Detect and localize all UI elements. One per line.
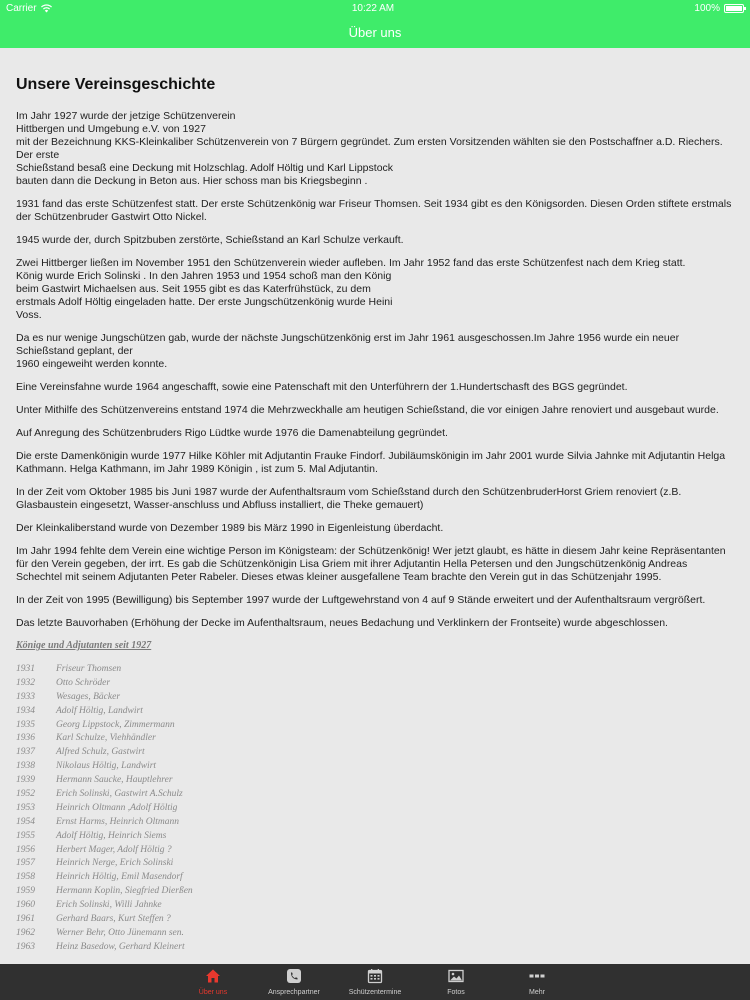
king-name: Ernst Harms, Heinrich Oltmann (56, 816, 179, 827)
history-paragraph (16, 545, 734, 584)
paragraph-line: Unter Mithilfe des Schützenvereins entstand 1974 die Mehrzweckhalle am heutigen Schießstand, die vor einigen Jahre renoviert und ausgebaut wurde. (16, 404, 719, 416)
tab-bar (0, 964, 750, 1000)
king-row (16, 927, 734, 941)
king-row (16, 732, 734, 746)
tab-label: Fotos (447, 989, 465, 996)
paragraph-line: beim Gastwirt Michaelsen aus. Seit 1955 gibt es das Katerfrühstück, zu dem (16, 283, 371, 295)
king-row (16, 857, 734, 871)
paragraph-line: erstmals Adolf Höltig eingeladen hatte. Der erste Jungschützenkönig wurde Heini (16, 296, 393, 308)
paragraph-line: 1945 wurde der, durch Spitzbuben zerstörte, Schießstand an Karl Schulze verkauft. (16, 234, 404, 246)
king-year: 1939 (16, 775, 35, 786)
history-paragraph (16, 522, 734, 535)
king-name: Georg Lippstock, Zimmermann (56, 719, 175, 730)
history-paragraph (16, 234, 734, 247)
tab-photo[interactable] (416, 964, 497, 1000)
king-name: Karl Schulze, Viehhändler (56, 733, 156, 744)
wifi-icon (41, 4, 52, 13)
king-name: Werner Behr, Otto Jünemann sen. (56, 927, 184, 938)
king-name: Erich Solinski, Willi Jahnke (56, 900, 162, 911)
king-year: 1933 (16, 691, 35, 702)
history-paragraph (16, 257, 734, 322)
status-time: 10:22 AM (351, 2, 395, 14)
king-year: 1957 (16, 858, 35, 869)
king-row (16, 885, 734, 899)
king-year: 1932 (16, 677, 35, 688)
paragraph-line: Der Kleinkaliberstand wurde von Dezember 1989 bis März 1990 in Eigenleistung überdacht. (16, 522, 444, 534)
carrier-label: Carrier (6, 2, 37, 14)
king-row (16, 663, 734, 677)
tab-home[interactable] (173, 964, 254, 1000)
paragraph-line: Da es nur wenige Jungschützen gab, wurde der nächste Jungschützenkönig erst im Jahr 1961 ausgeschossen.Im Jahre 1956 wurde ein neuer Schießstand geplant, der (16, 332, 680, 357)
king-row (16, 677, 734, 691)
king-name: Erich Solinski, Gastwirt A.Schulz (56, 789, 183, 800)
king-year: 1934 (16, 705, 35, 716)
history-paragraph (16, 427, 734, 440)
tab-more[interactable] (497, 964, 578, 1000)
paragraph-line: 1960 eingeweiht werden konnte. (16, 358, 168, 370)
paragraph-line: In der Zeit von 1995 (Bewilligung) bis September 1997 wurde der Luftgewehrstand von 4 auf 9 Stände erweitert und der Aufenthaltsraum vergrößert. (16, 594, 706, 606)
battery-icon (724, 4, 744, 13)
king-year: 1956 (16, 844, 35, 855)
king-year: 1937 (16, 747, 35, 758)
king-name: Alfred Schulz, Gastwirt (56, 747, 145, 758)
phone-icon (286, 968, 302, 984)
paragraph-line: In der Zeit vom Oktober 1985 bis Juni 1987 wurde der Aufenthaltsraum vom Schießstand durch den SchützenbruderHorst Griem renoviert (z.B. Glasbaustein eingesetzt, Wasser-anschluss und Abfluss installiert, die Theke gemauert) (16, 486, 682, 511)
king-row (16, 830, 734, 844)
calendar-icon (367, 968, 383, 984)
tab-calendar[interactable] (335, 964, 416, 1000)
king-row (16, 760, 734, 774)
tab-label: Schützentermine (348, 989, 402, 996)
king-row (16, 788, 734, 802)
paragraph-line: 1931 fand das erste Schützenfest statt. Der erste Schützenkönig war Friseur Thomsen. Seit 1934 gibt es den Königsorden. Diesen Orden stiftete erstmals der Schützenbruder Gastwirt Otto Nickel. (16, 198, 732, 223)
battery-percent: 100% (694, 2, 720, 14)
king-row (16, 705, 734, 719)
history-paragraph (16, 617, 734, 630)
king-row (16, 802, 734, 816)
history-paragraph (16, 486, 734, 512)
history-paragraph (16, 332, 734, 371)
paragraph-line: Hittbergen und Umgebung e.V. von 1927 (16, 123, 206, 135)
paragraph-line: Auf Anregung des Schützenbruders Rigo Lüdtke wurde 1976 die Damenabteilung gegründet. (16, 427, 448, 439)
king-name: Otto Schröder (56, 677, 111, 688)
king-row (16, 691, 734, 705)
king-name: Hermann Saucke, Hauptlehrer (56, 775, 173, 786)
king-row (16, 871, 734, 885)
history-paragraph (16, 404, 734, 417)
history-paragraphs (16, 110, 734, 630)
king-year: 1958 (16, 872, 35, 883)
tab-label: Ansprechpartner (268, 989, 320, 996)
king-name: Heinz Basedow, Gerhard Kleinert (56, 941, 185, 952)
history-paragraph (16, 110, 734, 188)
paragraph-line: König wurde Erich Solinski . In den Jahren 1953 und 1954 schoß man den König (16, 270, 392, 282)
paragraph-line: Voss. (16, 309, 42, 321)
king-year: 1963 (16, 941, 35, 952)
paragraph-line: mit der Bezeichnung KKS-Kleinkaliber Schützenverein von 7 Bürgern gegründet. Zum ersten Vorsitzenden wählten sie den Postschaffner a.D. Riechers. Der erste (16, 136, 723, 161)
tab-label: Über uns (198, 989, 228, 996)
paragraph-line: Schießstand besaß eine Deckung mit Holzschlag. Adolf Höltig und Karl Lippstock (16, 162, 394, 174)
paragraph-line: Das letzte Bauvorhaben (Erhöhung der Decke im Aufenthaltsraum, neues Bedachung und Verklinkern der Frontseite) wurde abgeschlossen. (16, 617, 668, 629)
king-name: Herbert Mager, Adolf Höltig ? (56, 844, 172, 855)
king-name: Friseur Thomsen (56, 664, 122, 674)
history-paragraph (16, 450, 734, 476)
photo-icon (448, 968, 464, 984)
king-year: 1935 (16, 719, 35, 730)
king-year: 1953 (16, 802, 35, 813)
kings-list (16, 663, 734, 955)
page-title: Über uns (348, 24, 402, 40)
king-year: 1936 (16, 733, 35, 744)
king-year: 1938 (16, 761, 35, 772)
paragraph-line: Zwei Hittberger ließen im November 1951 den Schützenverein wieder aufleben. Im Jahr 1952 fand das erste Schützenfest nach dem Krieg statt. (16, 257, 686, 269)
paragraph-line: Die erste Damenkönigin wurde 1977 Hilke Köhler mit Adjutantin Frauke Findorf. Jubiläumskönigin im Jahr 2001 wurde Silvia Jahnke mit Adjutantin Helga Kathmann. Helga Kathmann, im Jahr 1989 Königin , ist zum 5. Mal Adjutantin. (16, 450, 726, 475)
king-name: Heinrich Oltmann ,Adolf Höltig (56, 802, 178, 813)
main-content[interactable] (0, 48, 750, 964)
king-name: Adolf Höltig, Landwirt (56, 705, 143, 716)
paragraph-line: Im Jahr 1927 wurde der jetzige Schützenverein (16, 110, 236, 122)
king-row (16, 941, 734, 955)
paragraph-line: Eine Vereinsfahne wurde 1964 angeschafft, sowie eine Patenschaft mit den Unterführern der 1.Hundertschasft des BGS gegründet. (16, 381, 628, 393)
king-year: 1931 (16, 664, 35, 674)
home-icon (205, 968, 221, 984)
status-bar (0, 0, 750, 16)
tab-phone[interactable] (254, 964, 335, 1000)
king-year: 1954 (16, 816, 35, 827)
king-name: Hermann Koplin, Siegfried Dierßen (56, 886, 193, 897)
king-name: Wesages, Bäcker (56, 691, 121, 702)
king-name: Nikolaus Höltig, Landwirt (56, 761, 157, 772)
king-year: 1962 (16, 927, 35, 938)
king-year: 1952 (16, 789, 35, 800)
king-row (16, 913, 734, 927)
king-year: 1961 (16, 914, 35, 925)
navigation-bar (0, 16, 750, 48)
history-paragraph (16, 198, 734, 224)
history-paragraph (16, 381, 734, 394)
king-row (16, 774, 734, 788)
king-year: 1955 (16, 830, 35, 841)
tab-label: Mehr (529, 989, 545, 996)
king-name: Gerhard Baars, Kurt Steffen ? (56, 914, 171, 925)
king-name: Heinrich Höltig, Emil Masendorf (56, 872, 183, 883)
king-name: Adolf Höltig, Heinrich Siems (56, 830, 167, 841)
king-row (16, 899, 734, 913)
king-row (16, 746, 734, 760)
section-heading: Unsere Vereinsgeschichte (16, 76, 216, 93)
paragraph-line: Im Jahr 1994 fehlte dem Verein eine wichtige Person im Königsteam: der Schützenkönig! Wer jetzt glaubt, es hätte in diesem Jahr keine Repräsentanten für den Verein gegeben, der irrt. Es gab die Schützenkönigin Lisa Griem mit ihrer Adjutantin Hella Petersen und den Jungschützenkönig Andreas Schechtel mit seinem Adjutanten Peter Rabeler. Dieses etwas kleiner ausgefallene Team brachte den Verein gut in das Schützenjahr 1995. (16, 545, 726, 583)
king-row (16, 844, 734, 858)
king-name: Heinrich Nerge, Erich Solinski (56, 858, 174, 869)
king-year: 1960 (16, 900, 35, 911)
paragraph-line: bauten dann die Deckung in Beton aus. Hier schoss man bis Kriegsbeginn . (16, 175, 368, 187)
king-year: 1959 (16, 886, 35, 897)
king-row (16, 816, 734, 830)
king-row (16, 719, 734, 733)
history-paragraph (16, 594, 734, 607)
more-icon (529, 968, 545, 984)
kings-list-title: Könige und Adjutanten seit 1927 (16, 640, 152, 651)
